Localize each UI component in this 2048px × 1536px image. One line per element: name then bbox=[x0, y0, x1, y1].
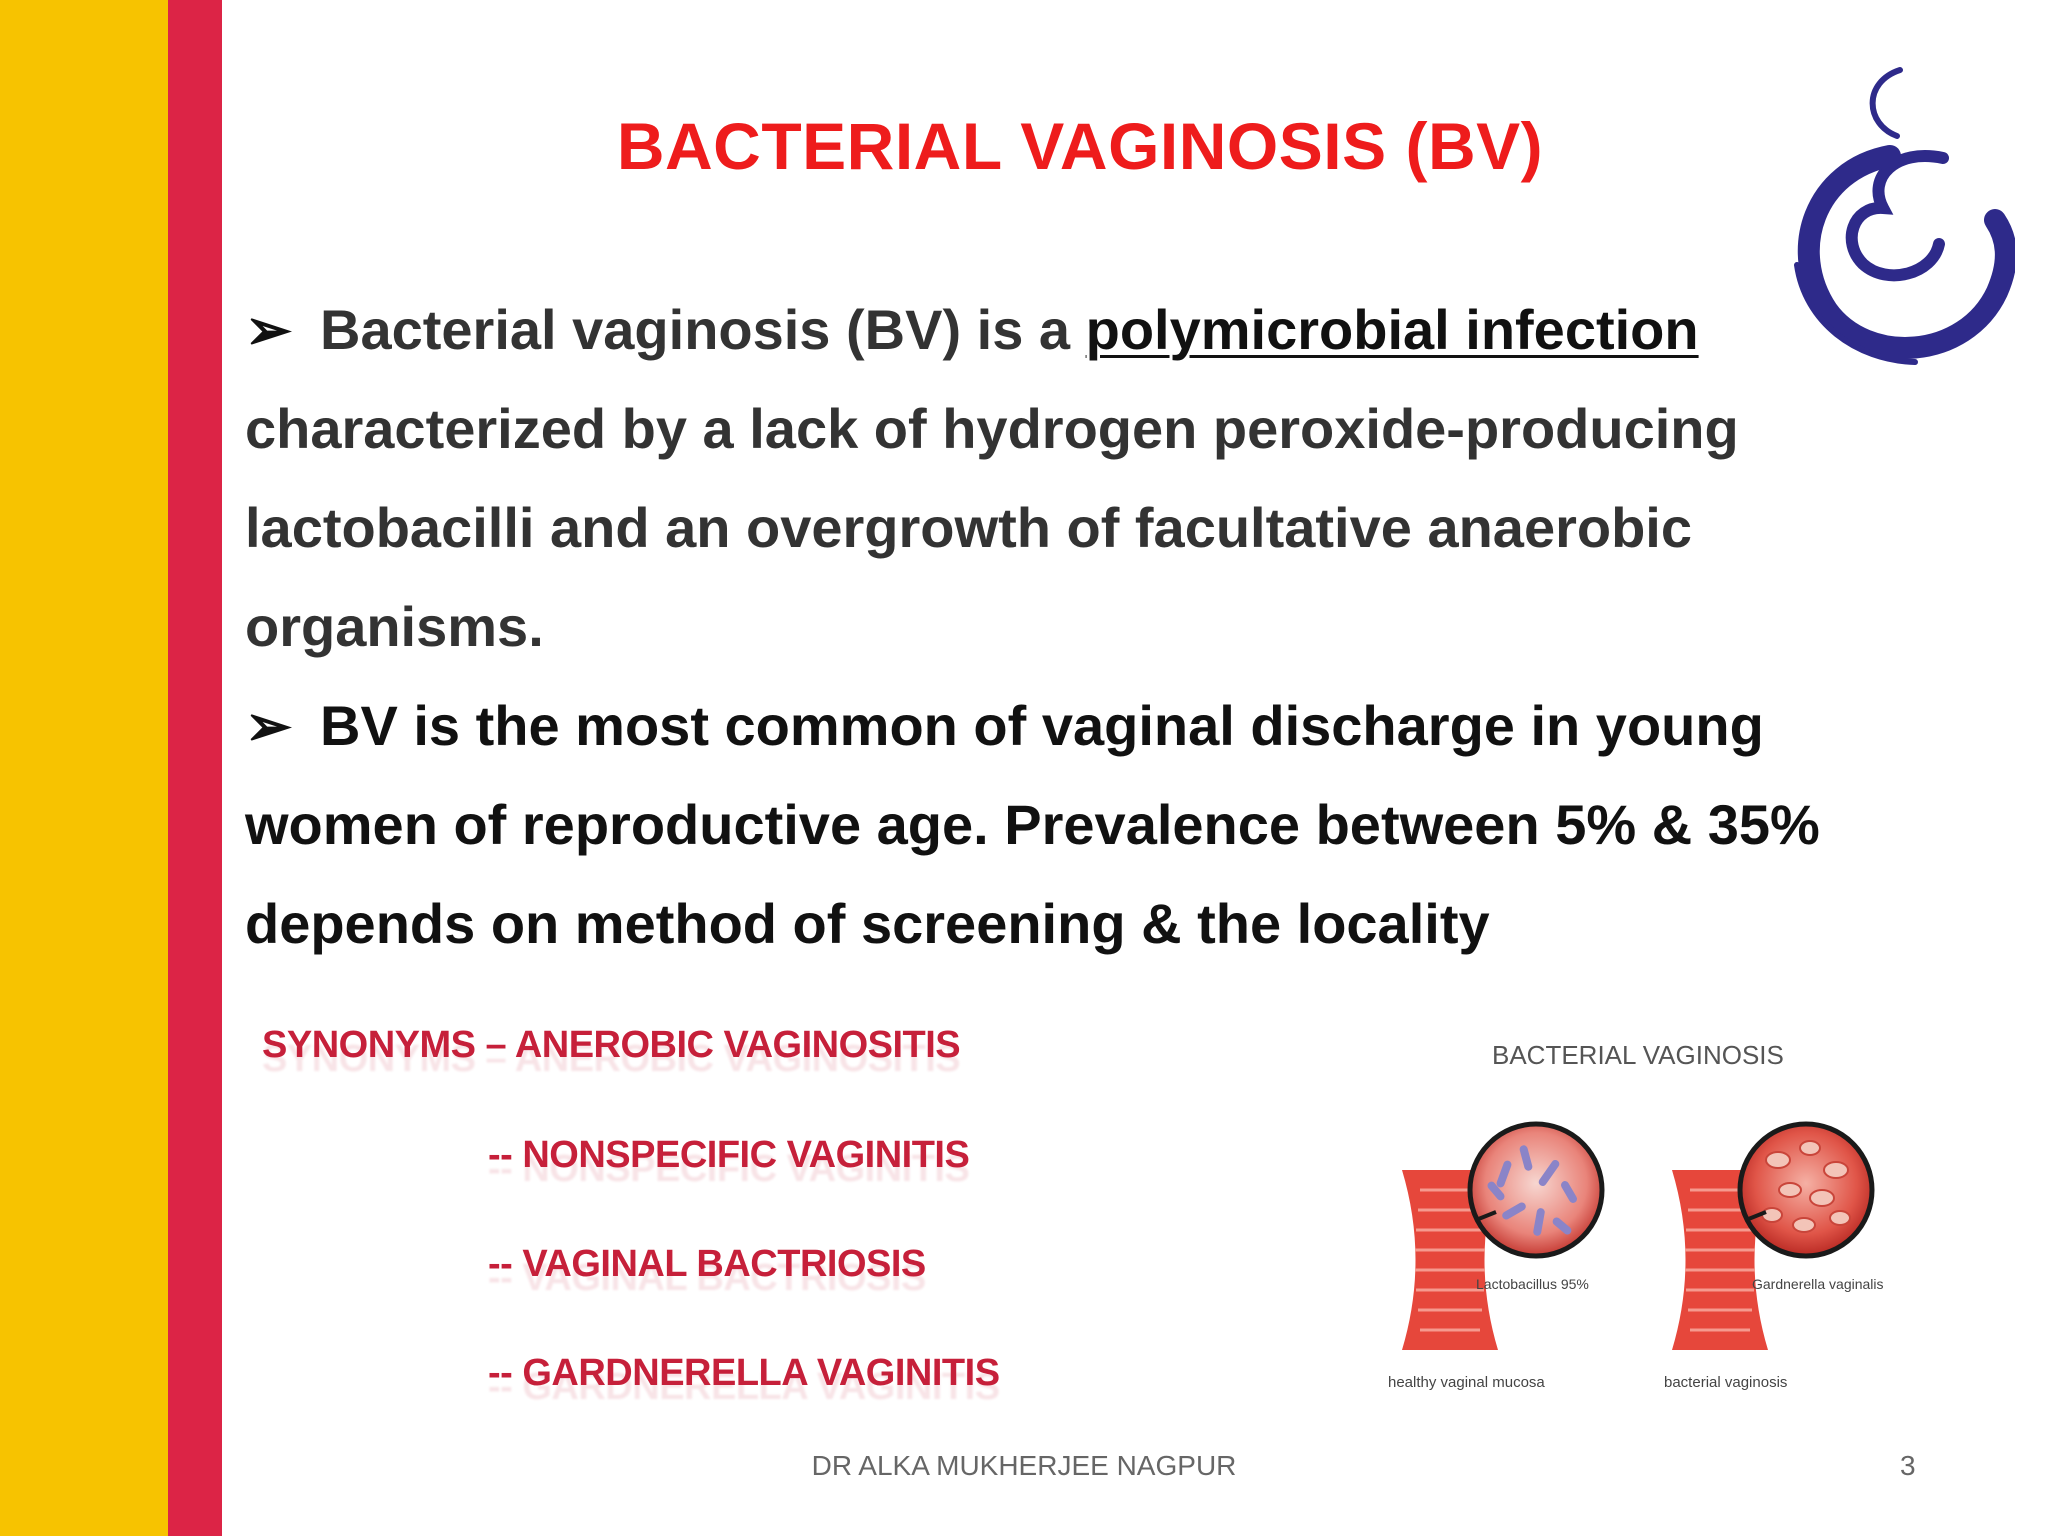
left-label: Lactobacillus 95% bbox=[1476, 1276, 1589, 1292]
bullet-1-underlined-term: polymicrobial infection bbox=[1085, 298, 1699, 361]
bv-illustration bbox=[1380, 1030, 1940, 1430]
figure-title: BACTERIAL VAGINOSIS bbox=[1492, 1040, 1784, 1070]
synonym-item: -- NONSPECIFIC VAGINITIS bbox=[488, 1134, 970, 1176]
arrow-bullet-icon: ➢ bbox=[245, 298, 292, 361]
bullet-1-rest: characterized by a lack of hydrogen peroxide-producing lactobacilli and an overgrowth of facultative anaerobic organisms. bbox=[245, 397, 1739, 658]
left-yellow-stripe bbox=[0, 0, 168, 1536]
left-caption: healthy vaginal mucosa bbox=[1388, 1374, 1545, 1391]
slide-title: BACTERIAL VAGINOSIS (BV) bbox=[616, 109, 1544, 183]
arrow-bullet-icon: ➢ bbox=[245, 694, 292, 757]
synonym-item: -- GARDNERELLA VAGINITIS bbox=[488, 1352, 1000, 1394]
page-number: 3 bbox=[1900, 1450, 1916, 1481]
left-red-stripe bbox=[168, 0, 222, 1536]
bullet-list bbox=[245, 280, 1865, 973]
synonym-item: -- VAGINAL BACTRIOSIS bbox=[488, 1243, 926, 1285]
bullet-2-text: BV is the most common of vaginal discharge in young women of reproductive age. Prevalence between 5% & 35% depends on method of screening & the locality bbox=[245, 694, 1820, 955]
bullet-2 bbox=[245, 676, 1865, 973]
bv-diagram bbox=[1380, 1030, 1940, 1430]
right-label: Gardnerella vaginalis bbox=[1752, 1276, 1884, 1292]
right-caption: bacterial vaginosis bbox=[1664, 1374, 1788, 1391]
footer-author: DR ALKA MUKHERJEE NAGPUR bbox=[811, 1450, 1237, 1481]
bullet-1-lead: Bacterial vaginosis (BV) is a bbox=[320, 298, 1086, 361]
bullet-1 bbox=[245, 280, 1865, 676]
synonym-heading: SYNONYMS – ANEROBIC VAGINOSITIS bbox=[262, 1024, 961, 1066]
healthy-magnified-circle bbox=[1470, 1124, 1602, 1256]
